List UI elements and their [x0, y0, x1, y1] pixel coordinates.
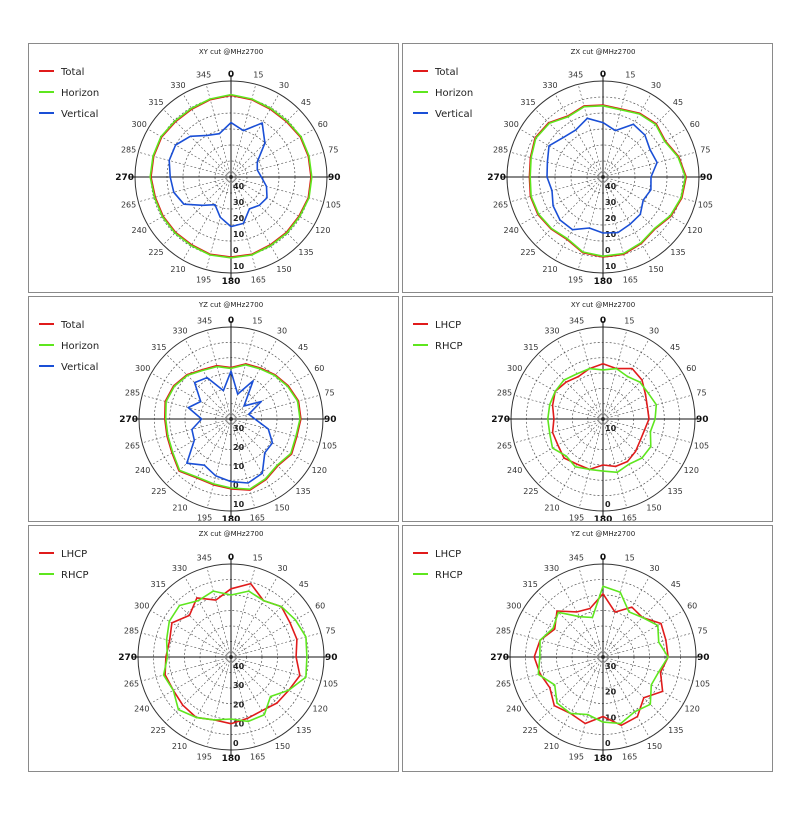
- spoke-line: [151, 611, 232, 658]
- angle-label: 45: [672, 98, 684, 107]
- polar-chart-svg: [29, 297, 398, 521]
- angle-label: 330: [542, 81, 558, 91]
- angle-label: 45: [670, 580, 681, 590]
- angle-label: 75: [324, 388, 335, 398]
- angle-label: 225: [523, 487, 539, 497]
- angle-label: 330: [171, 563, 188, 573]
- angle-label: 285: [124, 388, 141, 398]
- angle-label: 345: [568, 553, 584, 563]
- angle-label: 150: [648, 264, 664, 274]
- angle-label: 315: [148, 98, 164, 107]
- angle-label: 90: [328, 173, 341, 183]
- angle-label: 315: [520, 98, 536, 107]
- angle-label: 315: [151, 342, 167, 352]
- angle-label: 315: [522, 580, 538, 590]
- chart-title: ZX cut @MHz2700: [570, 48, 636, 56]
- spoke-line: [603, 591, 669, 657]
- angle-label: 270: [119, 415, 138, 425]
- polar-panel-3: [28, 296, 399, 522]
- angle-label: 90: [697, 653, 710, 663]
- angle-label: 195: [568, 513, 585, 521]
- angle-label: 210: [172, 503, 188, 513]
- spoke-line: [535, 177, 603, 245]
- angle-label: 345: [195, 70, 212, 80]
- angle-label: 270: [487, 173, 506, 183]
- angle-label: 210: [544, 503, 560, 513]
- angle-label: 15: [253, 70, 264, 80]
- angle-label: 90: [324, 415, 337, 425]
- angle-label: 105: [321, 441, 338, 451]
- polar-panel-1: [28, 43, 399, 293]
- chart-title: YZ cut @MHz2700: [198, 301, 264, 309]
- angle-label: 60: [686, 364, 697, 373]
- angle-label: 150: [276, 264, 292, 274]
- angle-label: 315: [523, 342, 539, 352]
- angle-label: 195: [567, 275, 584, 285]
- angle-label: 15: [252, 553, 263, 563]
- angle-label: 150: [274, 742, 291, 752]
- angle-label: 180: [221, 515, 241, 521]
- angle-label: 75: [700, 145, 711, 155]
- polar-chart-svg: [29, 44, 398, 292]
- angle-label: 330: [543, 563, 560, 573]
- angle-label: 30: [278, 81, 290, 91]
- angle-label: 15: [252, 316, 263, 326]
- legend-label: LHCP: [435, 320, 462, 331]
- angle-label: 265: [495, 679, 512, 689]
- angle-label: 15: [625, 70, 636, 80]
- angle-label: 210: [170, 264, 186, 274]
- angle-label: 265: [492, 200, 509, 210]
- polar-chart-svg: [29, 526, 398, 771]
- angle-label: 150: [646, 742, 663, 752]
- angle-label: 45: [298, 342, 309, 352]
- ring-label: 30: [233, 424, 245, 433]
- angle-label: 60: [689, 120, 700, 129]
- angle-label: 120: [312, 704, 328, 714]
- angle-label: 270: [490, 653, 509, 663]
- angle-label: 300: [135, 364, 151, 373]
- ring-label: 20: [605, 687, 617, 697]
- angle-label: 240: [506, 704, 522, 714]
- ring-label: 10: [233, 719, 245, 729]
- angle-label: 285: [123, 626, 140, 636]
- chart-title: ZX cut @MHz2700: [198, 530, 264, 538]
- angle-label: 0: [227, 316, 235, 326]
- legend-label: Horizon: [61, 341, 100, 352]
- ring-label: 0: [233, 245, 239, 255]
- angle-label: 120: [683, 466, 699, 475]
- ring-label: 10: [233, 261, 245, 271]
- angle-label: 240: [503, 226, 519, 235]
- angle-label: 270: [118, 653, 137, 663]
- spoke-line: [510, 152, 603, 177]
- ring-label: 0: [233, 481, 239, 490]
- spoke-line: [163, 109, 231, 177]
- angle-label: 330: [170, 81, 186, 91]
- angle-label: 0: [599, 70, 607, 80]
- angle-label: 0: [599, 316, 607, 326]
- ring-label: 30: [233, 681, 245, 691]
- ring-label: 10: [233, 500, 245, 509]
- angle-label: 300: [134, 601, 150, 611]
- angle-label: 330: [172, 326, 188, 336]
- chart-title: XY cut @MHz2700: [570, 301, 636, 309]
- angle-label: 15: [624, 316, 635, 326]
- legend-label: Total: [61, 320, 85, 331]
- ring-label: 10: [233, 462, 245, 471]
- polar-chart-svg: [403, 44, 772, 292]
- angle-label: 30: [650, 81, 662, 91]
- ring-label: 10: [605, 424, 617, 433]
- ring-label: 30: [605, 662, 617, 671]
- angle-label: 120: [684, 704, 700, 714]
- angle-label: 300: [503, 120, 519, 129]
- angle-label: 285: [496, 388, 513, 398]
- ring-label: 10: [605, 261, 617, 271]
- ring-label: 40: [233, 662, 245, 671]
- angle-label: 285: [495, 626, 512, 636]
- angle-label: 135: [667, 487, 683, 497]
- ring-label: 0: [605, 245, 611, 255]
- angle-label: 90: [700, 173, 713, 183]
- angle-label: 90: [696, 415, 709, 425]
- angle-label: 180: [221, 277, 241, 287]
- polar-chart-svg: [403, 526, 772, 771]
- polar-panel-5: [28, 525, 399, 772]
- angle-label: 225: [522, 725, 538, 735]
- polar-chart-svg: [403, 297, 772, 521]
- spoke-line: [513, 633, 603, 657]
- angle-label: 225: [151, 487, 167, 497]
- angle-label: 30: [648, 326, 660, 336]
- ring-label: 10: [605, 229, 617, 239]
- ring-label: 30: [605, 198, 617, 207]
- legend-label: Vertical: [61, 109, 99, 120]
- angle-label: 265: [496, 441, 513, 451]
- angle-label: 265: [120, 200, 137, 210]
- chart-title: XY cut @MHz2700: [198, 48, 264, 56]
- angle-label: 210: [542, 264, 558, 274]
- angle-label: 75: [325, 626, 336, 636]
- ring-label: 40: [233, 182, 245, 191]
- angle-label: 345: [196, 553, 212, 563]
- angle-label: 345: [568, 316, 585, 326]
- angle-label: 165: [249, 513, 266, 521]
- angle-label: 195: [195, 275, 212, 285]
- angle-label: 60: [314, 364, 325, 373]
- angle-label: 210: [171, 742, 188, 752]
- legend-label: Total: [435, 67, 459, 78]
- angle-label: 225: [150, 725, 166, 735]
- angle-label: 225: [520, 248, 536, 257]
- ring-label: 20: [233, 700, 245, 710]
- spoke-line: [141, 633, 231, 657]
- angle-label: 315: [150, 580, 166, 590]
- angle-label: 75: [696, 388, 707, 398]
- legend-label: LHCP: [435, 549, 462, 560]
- angle-label: 135: [670, 248, 686, 257]
- angle-label: 105: [325, 200, 342, 210]
- angle-label: 75: [697, 626, 708, 636]
- angle-label: 135: [296, 725, 312, 735]
- angle-label: 45: [670, 342, 681, 352]
- angle-label: 265: [124, 441, 141, 451]
- chart-title: YZ cut @MHz2700: [570, 530, 636, 538]
- angle-label: 345: [567, 70, 584, 80]
- angle-label: 0: [227, 553, 235, 563]
- ring-label: 20: [233, 213, 245, 223]
- angle-label: 135: [295, 487, 311, 497]
- angle-label: 240: [507, 466, 523, 475]
- angle-label: 225: [148, 248, 164, 257]
- angle-label: 180: [221, 754, 241, 764]
- angle-label: 195: [568, 752, 584, 762]
- polar-panel-2: [402, 43, 773, 293]
- angle-label: 180: [593, 277, 613, 287]
- angle-label: 165: [250, 752, 266, 762]
- legend-label: RHCP: [435, 570, 463, 581]
- legend-label: LHCP: [61, 549, 88, 560]
- legend-label: Total: [61, 67, 85, 78]
- angle-label: 330: [544, 326, 560, 336]
- angle-label: 240: [131, 226, 147, 235]
- angle-label: 270: [491, 415, 510, 425]
- angle-label: 180: [593, 515, 613, 521]
- angle-label: 120: [687, 226, 703, 235]
- angle-label: 0: [227, 70, 235, 80]
- angle-label: 300: [507, 364, 523, 373]
- angle-label: 30: [276, 326, 288, 336]
- angle-label: 240: [134, 704, 150, 714]
- angle-label: 30: [649, 563, 660, 573]
- angle-label: 15: [624, 553, 635, 563]
- angle-label: 105: [322, 679, 339, 689]
- spoke-line: [231, 94, 279, 177]
- angle-label: 300: [131, 120, 147, 129]
- series-line-vertical: [169, 123, 267, 227]
- angle-label: 0: [599, 553, 607, 563]
- angle-label: 165: [621, 513, 638, 521]
- angle-label: 60: [317, 120, 328, 129]
- angle-label: 45: [300, 98, 312, 107]
- legend-label: RHCP: [61, 570, 89, 581]
- ring-label: 0: [605, 738, 611, 748]
- angle-label: 165: [622, 752, 638, 762]
- angle-label: 75: [328, 145, 339, 155]
- angle-label: 135: [668, 725, 684, 735]
- ring-label: 0: [233, 738, 239, 748]
- angle-label: 150: [274, 503, 290, 513]
- ring-label: 10: [605, 713, 617, 723]
- angle-label: 120: [311, 466, 327, 475]
- angle-label: 135: [298, 248, 314, 257]
- spoke-line: [537, 591, 603, 657]
- angle-label: 195: [196, 513, 213, 521]
- angle-label: 165: [250, 275, 267, 285]
- angle-label: 165: [622, 275, 639, 285]
- angle-label: 195: [196, 752, 212, 762]
- ring-label: 20: [605, 213, 617, 223]
- angle-label: 285: [120, 145, 137, 155]
- angle-label: 90: [325, 653, 338, 663]
- angle-label: 270: [115, 173, 134, 183]
- legend-label: Horizon: [435, 88, 474, 99]
- angle-label: 150: [646, 503, 662, 513]
- angle-label: 240: [135, 466, 151, 475]
- ring-label: 0: [605, 500, 611, 509]
- angle-label: 265: [123, 679, 140, 689]
- angle-label: 120: [315, 226, 331, 235]
- angle-label: 345: [196, 316, 213, 326]
- ring-label: 10: [233, 229, 245, 239]
- legend-label: Vertical: [61, 362, 99, 373]
- legend-label: Horizon: [61, 88, 100, 99]
- ring-label: 20: [233, 443, 245, 452]
- angle-label: 60: [315, 601, 326, 611]
- angle-label: 285: [492, 145, 509, 155]
- angle-label: 30: [277, 563, 288, 573]
- polar-panel-4: [402, 296, 773, 522]
- polar-panel-6: [402, 525, 773, 772]
- angle-label: 210: [543, 742, 560, 752]
- ring-label: 40: [605, 182, 617, 191]
- angle-label: 105: [693, 441, 710, 451]
- legend-label: RHCP: [435, 341, 463, 352]
- angle-label: 180: [593, 754, 613, 764]
- angle-label: 105: [694, 679, 711, 689]
- angle-label: 105: [697, 200, 714, 210]
- angle-label: 45: [298, 580, 309, 590]
- angle-label: 300: [506, 601, 522, 611]
- legend-label: Vertical: [435, 109, 473, 120]
- angle-label: 60: [687, 601, 698, 611]
- ring-label: 30: [233, 198, 245, 207]
- spoke-line: [231, 611, 312, 658]
- spoke-line: [603, 109, 671, 177]
- spoke-line: [185, 577, 232, 658]
